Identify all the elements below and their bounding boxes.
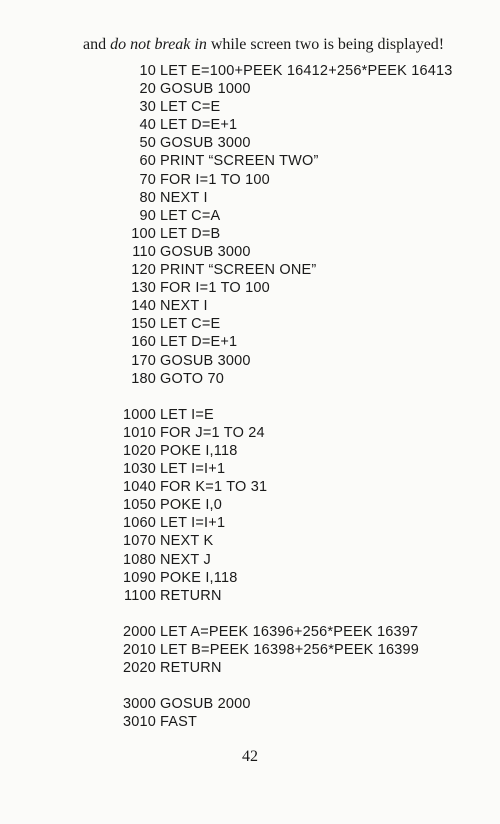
line-number: 1050 [122, 497, 156, 514]
code-line [118, 152, 500, 170]
code-line [118, 315, 500, 333]
line-number: 1070 [122, 533, 156, 550]
basic-statement: LET A=PEEK 16396+256*PEEK 16397 [160, 623, 419, 640]
line-number: 1060 [122, 515, 156, 532]
basic-program-listing [118, 62, 500, 731]
line-number: 130 [131, 280, 156, 297]
basic-statement: RETURN [160, 660, 222, 677]
code-line [118, 460, 500, 478]
code-line [118, 713, 500, 731]
basic-statement: LET D=E+1 [160, 334, 238, 351]
line-number: 1080 [122, 551, 156, 568]
code-line [118, 532, 500, 550]
basic-statement: GOTO 70 [160, 370, 224, 387]
code-line [118, 80, 500, 98]
basic-statement: FOR I=1 TO 100 [160, 171, 270, 188]
line-number: 1040 [122, 479, 156, 496]
line-number: 20 [139, 81, 156, 98]
line-number: 50 [139, 135, 156, 152]
line-number: 60 [139, 153, 156, 170]
code-line [118, 225, 500, 243]
code-line [118, 442, 500, 460]
code-line [118, 370, 500, 388]
code-line [118, 659, 500, 677]
line-number: 30 [139, 99, 156, 116]
basic-statement: NEXT J [160, 551, 211, 568]
basic-statement: FOR K=1 TO 31 [160, 479, 268, 496]
code-line [118, 551, 500, 569]
code-line [118, 279, 500, 297]
line-number: 140 [131, 298, 156, 315]
code-line [118, 478, 500, 496]
line-number: 120 [131, 262, 156, 279]
code-line [118, 207, 500, 225]
basic-statement: PRINT “SCREEN ONE” [160, 262, 317, 279]
basic-statement: LET I=I+1 [160, 461, 226, 478]
basic-statement: POKE I,118 [160, 569, 238, 586]
listing-blank-line [118, 605, 500, 623]
basic-statement: GOSUB 3000 [160, 135, 251, 152]
line-number: 1090 [122, 569, 156, 586]
intro-italic-text: do not break in [110, 36, 207, 53]
intro-text-start: and [83, 36, 111, 53]
code-line [118, 587, 500, 605]
basic-statement: LET E=100+PEEK 16412+256*PEEK 16413 [160, 63, 453, 79]
listing-blank-line [118, 388, 500, 406]
line-number: 70 [139, 171, 156, 188]
line-number: 1010 [122, 424, 156, 441]
basic-statement: NEXT K [160, 533, 214, 550]
basic-statement: GOSUB 3000 [160, 352, 251, 369]
line-number: 1030 [122, 461, 156, 478]
line-number: 1100 [124, 587, 156, 604]
line-number: 2020 [122, 660, 156, 677]
line-number: 1020 [122, 442, 156, 459]
listing-blank-line [118, 677, 500, 695]
code-line [118, 695, 500, 713]
basic-statement: NEXT I [160, 298, 208, 315]
line-number: 10 [139, 63, 156, 79]
code-line [118, 98, 500, 116]
basic-statement: GOSUB 3000 [160, 243, 251, 260]
code-line [118, 134, 500, 152]
code-line [118, 171, 500, 189]
code-line [118, 261, 500, 279]
line-number: 100 [131, 225, 156, 242]
code-line [118, 641, 500, 659]
line-number: 3000 [122, 696, 156, 713]
basic-statement: LET C=E [160, 316, 221, 333]
code-line [118, 569, 500, 587]
basic-statement: PRINT “SCREEN TWO” [160, 153, 319, 170]
code-line [118, 62, 500, 80]
code-line [118, 623, 500, 641]
line-number: 90 [139, 207, 156, 224]
code-line [118, 406, 500, 424]
basic-statement: FOR J=1 TO 24 [160, 424, 265, 441]
code-line [118, 189, 500, 207]
line-number: 170 [131, 352, 156, 369]
intro-text-end: while screen two is being displayed! [206, 36, 445, 53]
basic-statement: LET I=E [160, 406, 214, 423]
line-number: 160 [131, 334, 156, 351]
code-line [118, 243, 500, 261]
code-line [118, 424, 500, 442]
line-number: 110 [132, 243, 156, 260]
line-number: 2010 [122, 642, 156, 658]
intro-sentence [83, 35, 500, 55]
basic-statement: LET B=PEEK 16398+256*PEEK 16399 [160, 642, 420, 658]
line-number: 3010 [122, 714, 156, 731]
line-number: 80 [139, 189, 156, 206]
code-line [118, 116, 500, 134]
line-number: 2000 [122, 623, 156, 640]
code-line [118, 496, 500, 514]
basic-statement: LET D=B [160, 225, 221, 242]
code-line [118, 514, 500, 532]
line-number: 40 [139, 117, 156, 134]
basic-statement: POKE I,118 [160, 442, 238, 459]
code-line [118, 333, 500, 351]
page-number: 42 [242, 748, 258, 765]
basic-statement: RETURN [160, 587, 222, 604]
line-number: 180 [131, 370, 156, 387]
code-line [118, 352, 500, 370]
basic-statement: LET D=E+1 [160, 117, 238, 134]
basic-statement: LET C=E [160, 99, 221, 116]
line-number: 150 [131, 316, 156, 333]
line-number: 1000 [122, 406, 156, 423]
code-line [118, 297, 500, 315]
basic-statement: LET C=A [160, 207, 221, 224]
basic-statement: FOR I=1 TO 100 [160, 280, 270, 297]
basic-statement: POKE I,0 [160, 497, 223, 514]
basic-statement: LET I=I+1 [160, 515, 226, 532]
basic-statement: FAST [160, 714, 198, 731]
basic-statement: GOSUB 1000 [160, 81, 251, 98]
basic-statement: GOSUB 2000 [160, 696, 251, 713]
basic-statement: NEXT I [160, 189, 208, 206]
